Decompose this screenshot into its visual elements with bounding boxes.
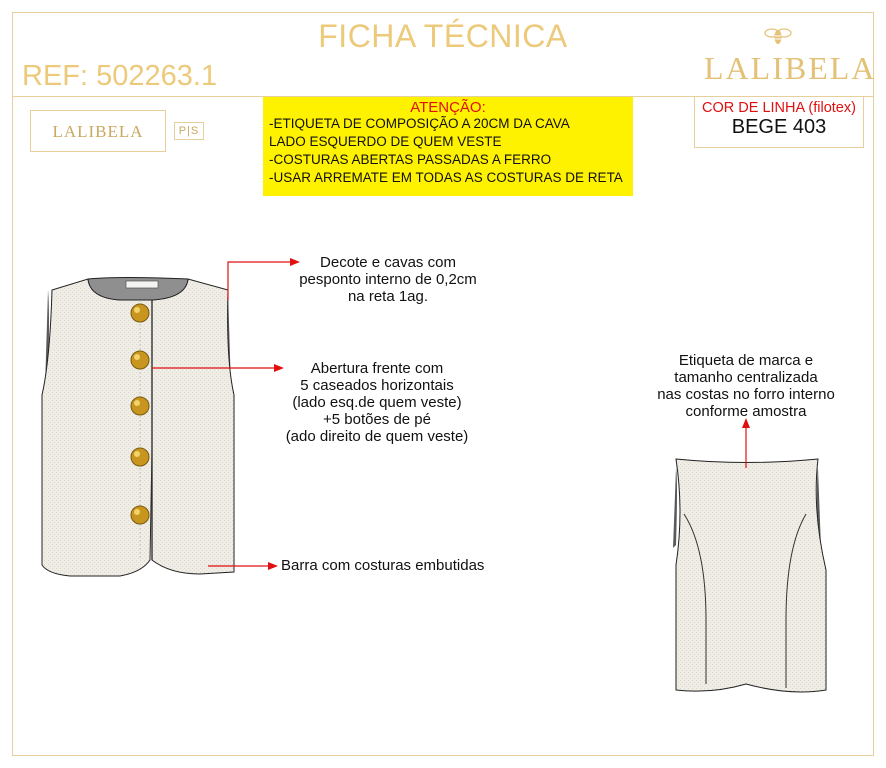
note-line: nas costas no forro interno xyxy=(657,386,835,403)
note-line: Barra com costuras embutidas xyxy=(281,557,485,574)
note-line: Etiqueta de marca e xyxy=(678,352,814,369)
sheet-title: FICHA TÉCNICA xyxy=(318,18,568,54)
back-vest xyxy=(673,459,826,692)
note-line: conforme amostra xyxy=(685,403,807,420)
thread-heading: COR DE LINHA (filotex) xyxy=(702,100,856,116)
note-line: tamanho centralizada xyxy=(674,369,818,386)
thread-value: BEGE 403 xyxy=(731,116,827,138)
hem-note xyxy=(281,557,484,574)
reference-code: REF: 502263.1 xyxy=(22,60,218,92)
note-line: (ado direito de quem veste) xyxy=(285,428,469,445)
note-line: na reta 1ag. xyxy=(347,288,429,305)
note-line: +5 botões de pé xyxy=(322,411,431,428)
back-label-note xyxy=(636,352,856,420)
attention-line: -ETIQUETA DE COMPOSIÇÃO A 20CM DA CAVA xyxy=(269,116,570,131)
brand-label: LALIBELA xyxy=(30,110,166,152)
note-line: pesponto interno de 0,2cm xyxy=(299,271,477,288)
attention-line: LADO ESQUERDO DE QUEM VESTE xyxy=(269,134,502,149)
opening-note xyxy=(262,360,492,445)
size-label: P|S xyxy=(174,122,204,140)
note-line: 5 caseados horizontais xyxy=(300,377,454,394)
attention-heading: ATENÇÃO: xyxy=(410,99,486,116)
note-line: Decote e cavas com xyxy=(320,254,456,271)
attention-line: -COSTURAS ABERTAS PASSADAS A FERRO xyxy=(269,152,552,167)
neckline-note xyxy=(268,254,508,305)
note-line: Abertura frente com xyxy=(310,360,444,377)
note-line: (lado esq.de quem veste) xyxy=(292,394,462,411)
attention-line: -USAR ARREMATE EM TODAS AS COSTURAS DE RETA xyxy=(269,170,623,185)
brand-logo: LALIBELA xyxy=(704,50,877,86)
